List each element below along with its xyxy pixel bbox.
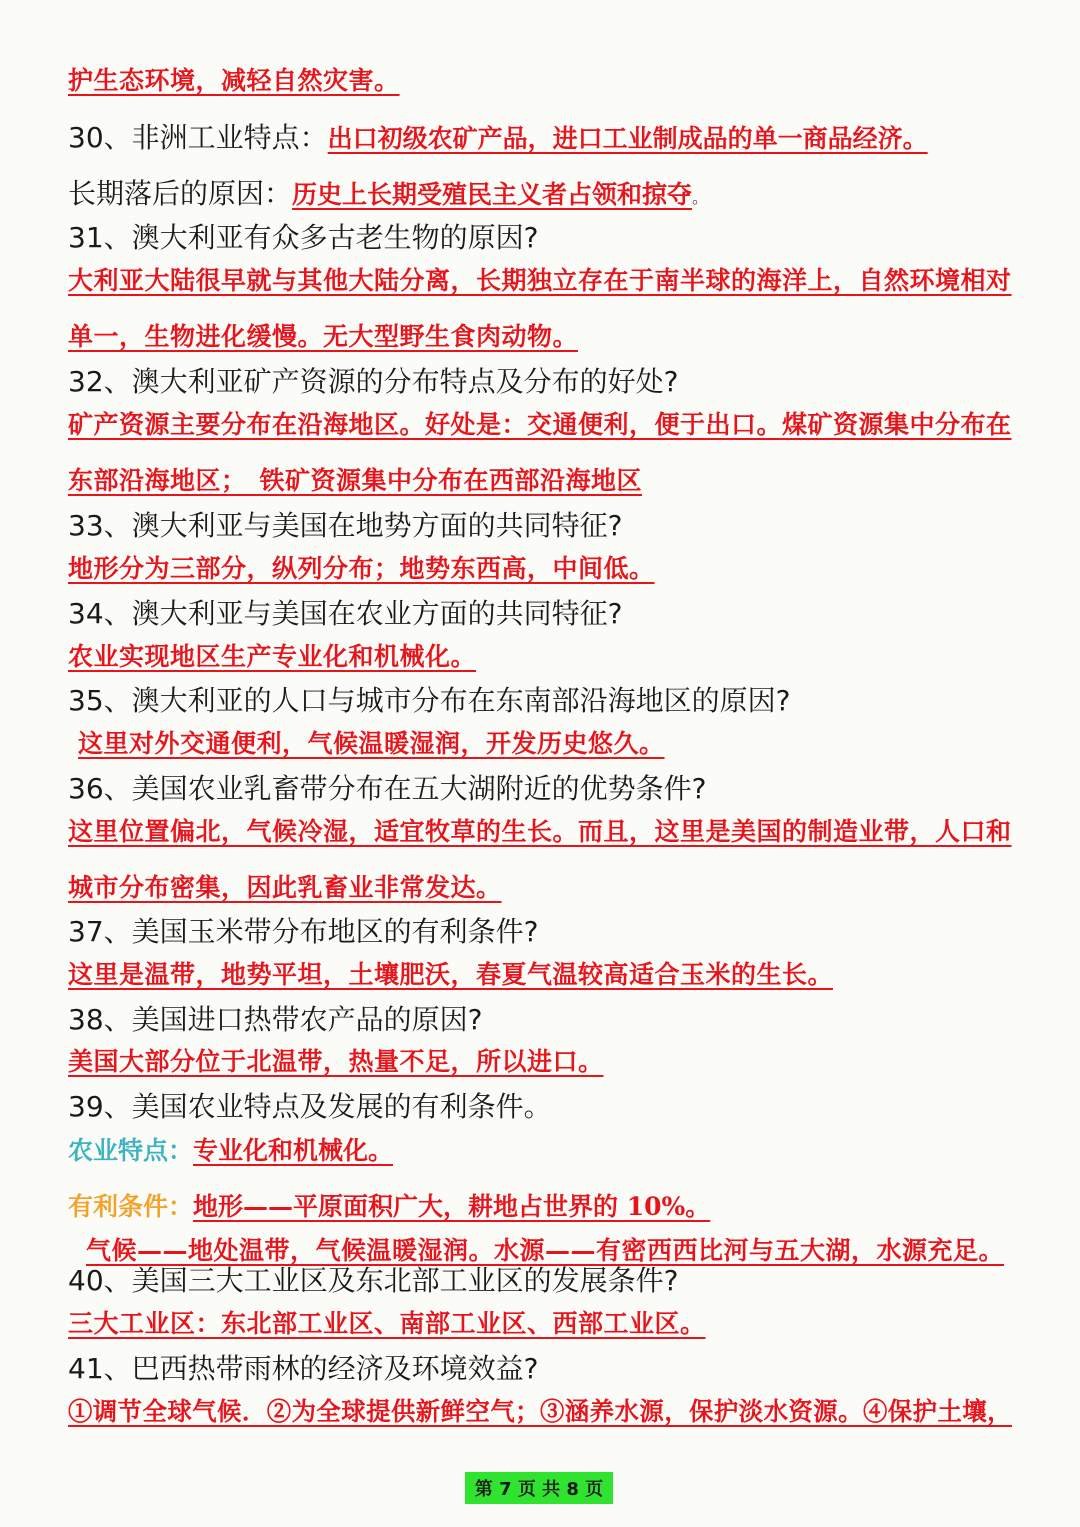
- answer-39-features: [68, 1138, 393, 1163]
- question-34: 34、澳大利亚与美国在农业方面的共同特征?: [68, 597, 623, 630]
- answer-39-features-label: 农业特点：: [68, 1136, 194, 1165]
- answer-36-line-1: 这里位置偏北，气候冷湿，适宜牧草的生长。而且，这里是美国的制造业带，人口和: [68, 817, 1012, 846]
- answer-31-line-2: 单一，生物进化缓慢。无大型野生食肉动物。: [68, 322, 579, 351]
- answer-31-line-1: 大利亚大陆很早就与其他大陆分离，长期独立存在于南半球的海洋上，自然环境相对: [68, 266, 1012, 295]
- question-35: 35、澳大利亚的人口与城市分布在东南部沿海地区的原因?: [68, 684, 791, 717]
- question-30-label: 30、非洲工业特点：: [68, 121, 328, 154]
- page-number-badge: 第 7 页 共 8 页: [465, 1472, 613, 1504]
- question-36: 36、美国农业乳畜带分布在五大湖附近的优势条件?: [68, 772, 707, 805]
- answer-39-features-text: 专业化和机械化。: [193, 1136, 394, 1165]
- answer-38: 美国大部分位于北温带，热量不足，所以进口。: [68, 1047, 604, 1076]
- answer-39-conditions-label: 有利条件：: [68, 1192, 194, 1221]
- question-30-reason-end: 。: [692, 188, 709, 207]
- answer-32-line-2: 东部沿海地区； 铁矿资源集中分布在西部沿海地区: [68, 466, 643, 495]
- question-37: 37、美国玉米带分布地区的有利条件?: [68, 915, 539, 948]
- question-30: [68, 121, 928, 154]
- question-40: 40、美国三大工业区及东北部工业区的发展条件?: [68, 1264, 679, 1297]
- answer-line: 护生态环境，减轻自然灾害。: [68, 66, 400, 95]
- question-41: 41、巴西热带雨林的经济及环境效益?: [68, 1352, 539, 1385]
- answer-34: 农业实现地区生产专业化和机械化。: [68, 642, 477, 671]
- question-33: 33、澳大利亚与美国在地势方面的共同特征?: [68, 509, 623, 542]
- question-30-answer: 出口初级农矿产品，进口工业制成品的单一商品经济。: [327, 124, 928, 153]
- answer-33: 地形分为三部分，纵列分布；地势东西高，中间低。: [68, 554, 655, 583]
- question-31: 31、澳大利亚有众多古老生物的原因?: [68, 221, 539, 254]
- question-39: 39、美国农业特点及发展的有利条件。: [68, 1090, 552, 1123]
- question-32: 32、澳大利亚矿产资源的分布特点及分布的好处?: [68, 365, 679, 398]
- question-30-reason: [68, 177, 709, 210]
- answer-39-conditions-text: 地形——平原面积广大，耕地占世界的 10%。: [193, 1192, 711, 1221]
- answer-32-line-1: 矿产资源主要分布在沿海地区。好处是：交通便利，便于出口。煤矿资源集中分布在: [68, 410, 1012, 439]
- answer-36-line-2: 城市分布密集，因此乳畜业非常发达。: [68, 873, 502, 902]
- answer-39-conditions: [68, 1194, 710, 1219]
- question-30-reason-answer: 历史上长期受殖民主义者占领和掠夺: [292, 180, 693, 209]
- answer-35: 这里对外交通便利，气候温暖湿润，开发历史悠久。: [78, 729, 665, 758]
- answer-37: 这里是温带，地势平坦，土壤肥沃，春夏气温较高适合玉米的生长。: [68, 960, 834, 989]
- question-38: 38、美国进口热带农产品的原因?: [68, 1003, 483, 1036]
- answer-39-climate: 气候——地处温带，气候温暖湿润。水源——有密西西比河与五大湖，水源充足。: [86, 1236, 1005, 1265]
- question-30-reason-label: 长期落后的原因：: [68, 177, 293, 210]
- answer-40: 三大工业区：东北部工业区、南部工业区、西部工业区。: [68, 1309, 706, 1338]
- answer-41: ①调节全球气候．②为全球提供新鲜空气；③涵养水源，保护淡水资源。④保护土壤，: [68, 1397, 1013, 1426]
